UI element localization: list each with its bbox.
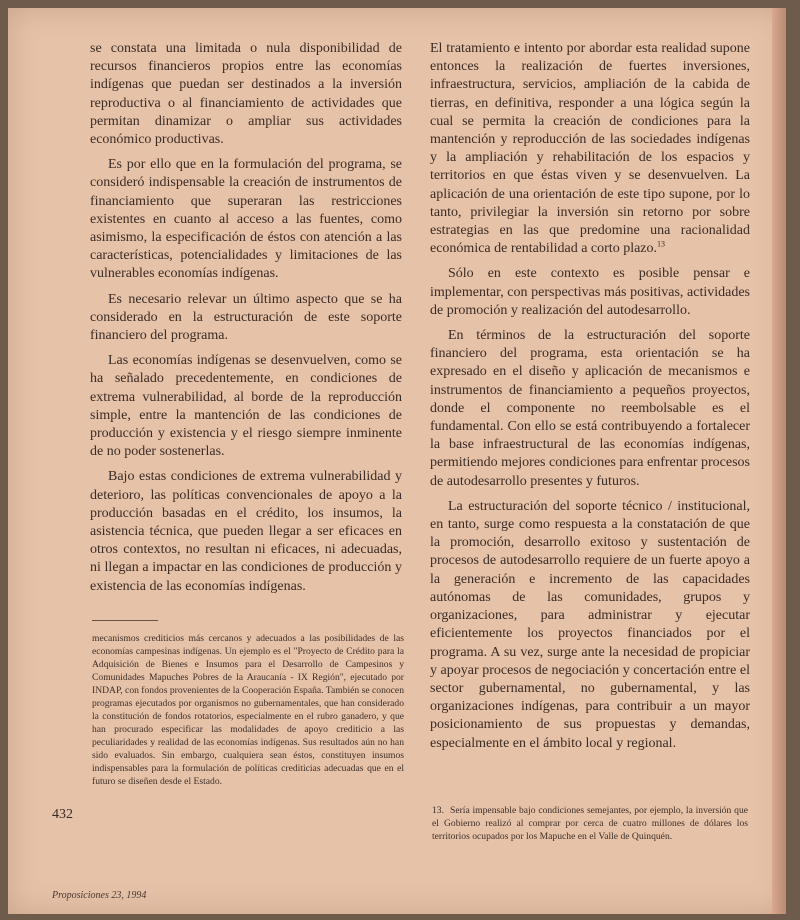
footnote-text: Sería impensable bajo condiciones semejantes, por ejemplo, la inversión que el Gobierno realizó al comprar por cerca de cuatro millones de dólares los territorios ocupados por los Mapuche en el Valle de Quinquén.: [432, 805, 748, 842]
page-edge: [772, 8, 786, 914]
paragraph: Es por ello que en la formulación del programa, se consideró indispensable la creación de instrumentos de financiamiento que superaran las restricciones existentes en cuanto al acceso a las fuentes, como asimismo, la especificación de éstos con atención a las características, potencialidades y limitaciones de las vulnerables economías indígenas.: [90, 157, 402, 282]
scanned-page: [8, 8, 786, 914]
left-column: [90, 40, 402, 596]
footnote-left: mecanismos crediticios más cercanos y adecuados a las posibilidades de las economías campesinas indígenas. Un ejemplo es el "Proyecto de Crédito para la Adquisición de Bienes e Insumos para el Desarrollo de Campesinos y Comunidades Mapuches Pobres de la Araucanía - IX Región", ejecutado por INDAP, con fondos provenientes de la Cooperación España. También se conocen programas ejecutados por organismos no gubernamentales, que han considerado la constitución de fondos rotatorios, especialmente en el rubro ganadero, y que han procurado especificar las modalidades de apoyo crediticio a las peculiaridades y realidad de las economías indígenas. Sus resultados aún no han sido evaluados. Sin embargo, cualquiera sean éstos, constituyen insumos indispensables para la formulación de políticas crediticias adecuadas que en el futuro se diseñen desde el Estado.: [92, 633, 404, 787]
footnote-ref: 13: [657, 239, 666, 249]
paragraph: Es necesario relevar un último aspecto que se ha considerado en la estructuración de este soporte financiero del programa.: [90, 291, 402, 344]
running-footer: Proposiciones 23, 1994: [52, 890, 147, 901]
right-column: [430, 40, 750, 753]
footnote-number: 13.: [432, 805, 444, 816]
paragraph: La estructuración del soporte técnico / institucional, en tanto, surge como respuesta a la constatación de que la promoción, desarrollo exitoso y sustentación de procesos de autodesarrollo requiere de un fuerte apoyo a la generación e incremento de las capacidades autónomas de las comunidades, grupos y organizaciones, para administrar y ejecutar eficientemente los proyectos financiados por el programa. A su vez, surge ante la necesidad de propiciar y apoyar procesos de negociación y concertación entre el sector gubernamental, no gubernamental, y las organizaciones indígenas, para contribuir a un mayor posicionamiento de sus propuestas y demandas, especialmente en el ámbito local y regional.: [430, 498, 750, 751]
paragraph: Las economías indígenas se desenvuelven, como se ha señalado precedentemente, en condiciones de extrema vulnerabilidad, al borde de la reproducción simple, entre la mantención de las condiciones de producción y existencia y el riesgo siempre inminente de no poder sostenerlas.: [90, 353, 402, 460]
footnote-right: [432, 804, 748, 843]
footnote-rule: [92, 620, 158, 621]
paragraph: Bajo estas condiciones de extrema vulnerabilidad y deterioro, las políticas convencionales de apoyo a la producción basadas en el crédito, los insumos, la asistencia técnica, que pueden llegar a ser eficaces en otros contextos, no resultan ni eficaces, ni adecuadas, ni llegan a impactar en las condiciones de producción y existencia de las economías indígenas.: [90, 469, 402, 594]
paragraph: Sólo en este contexto es posible pensar e implementar, con perspectivas más positivas, actividades de promoción y realización del autodesarrollo.: [430, 266, 750, 318]
page-number: 432: [52, 807, 73, 822]
paragraph: En términos de la estructuración del soporte financiero del programa, esta orientación se ha expresado en el diseño y aplicación de mecanismos e instrumentos de financiamiento a pequeños proyectos, donde el componente no reembolsable es el fundamental. Con ello se está contribuyendo a fortalecer la base infraestructural de las economías indígenas, permitiendo mejores condiciones para enfrentar procesos de autodesarrollo presentes y futuros.: [430, 328, 750, 489]
paragraph-text: El tratamiento e intento por abordar esta realidad supone entonces la realización de fuertes inversiones, infraestructura, servicios, ampliación de la cabida de tierras, en definitiva, responder a una lógica según la cual se permita la creación de condiciones para la mantención y reproducción de las sociedades indígenas y la ampliación y rehabilitación de los espacios y territorios en que éstas viven y se desenvuelven. La aplicación de una orientación de este tipo supone, por lo tanto, privilegiar la inversión sin retorno por sobre estrategias en las que predomine una racionalidad económica de rentabilidad a corto plazo.: [430, 41, 750, 257]
paragraph: [430, 40, 750, 258]
paragraph: se constata una limitada o nula disponibilidad de recursos financieros propios entre las economías indígenas que puedan ser destinados a la inversión reproductiva o al financiamiento de actividades que permitan dinamizar o ampliar sus actividades económico productivas.: [90, 41, 402, 148]
